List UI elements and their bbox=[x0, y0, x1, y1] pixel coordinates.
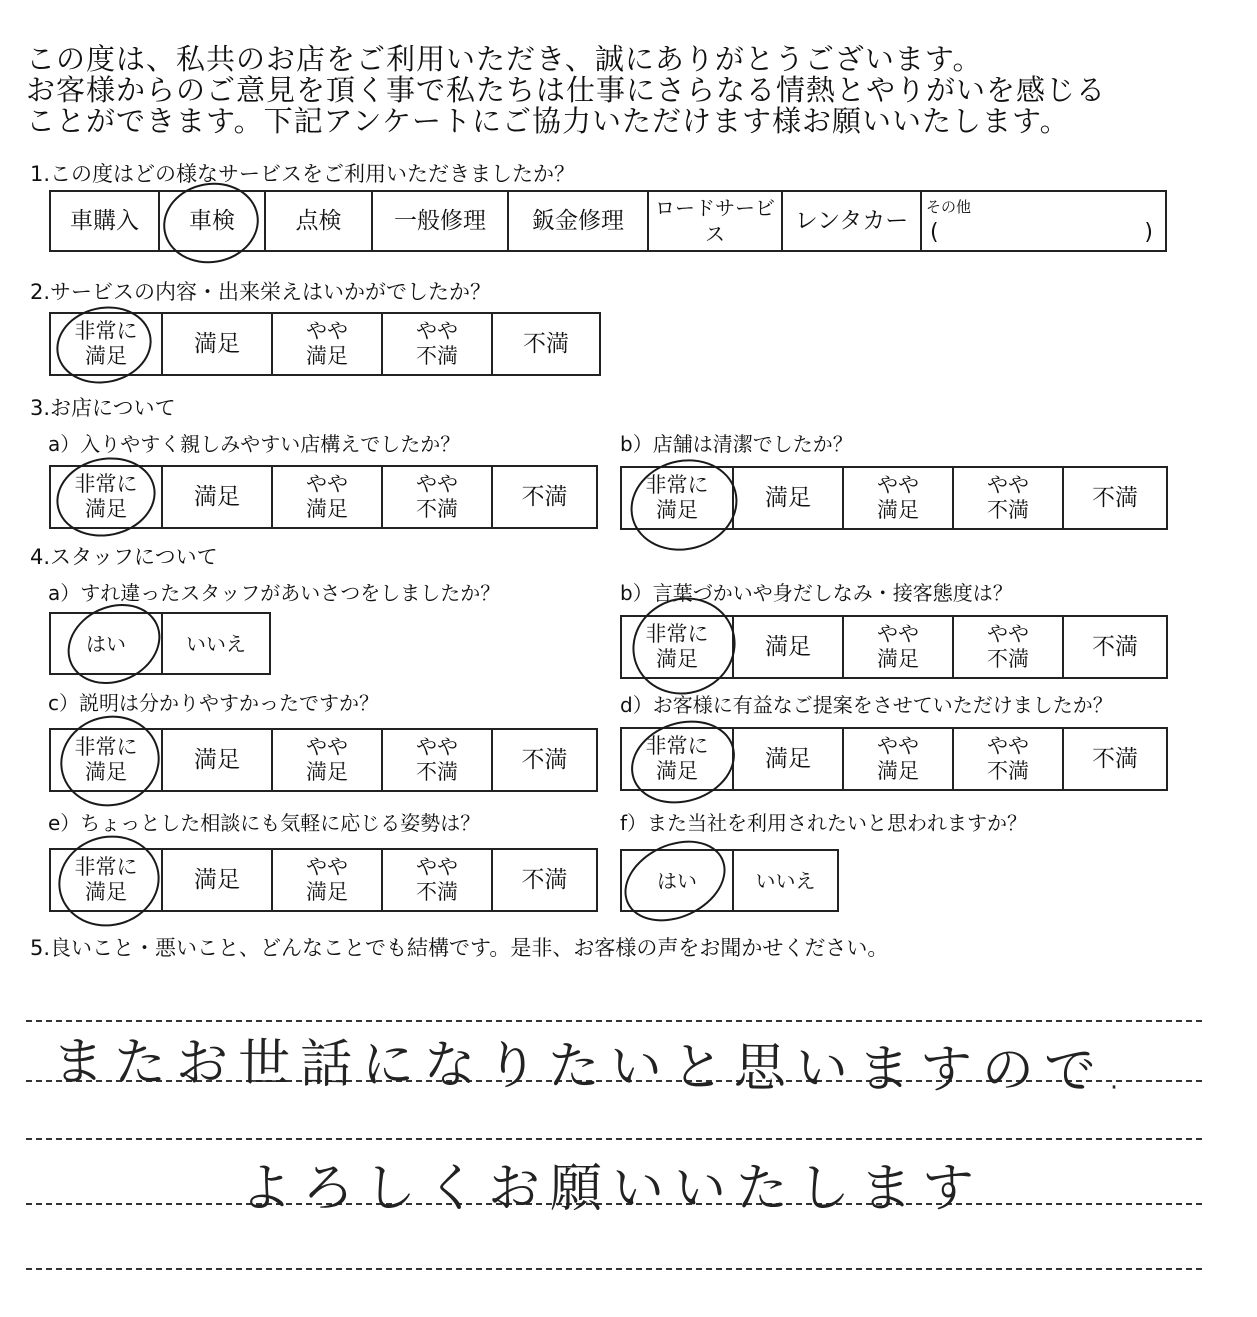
q1-other-open: ( bbox=[930, 220, 939, 245]
q1-title: 1.この度はどの様なサービスをご利用いただきましたか？ bbox=[30, 162, 576, 186]
q4e-very-satisfied[interactable]: 非常に 満足 bbox=[74, 855, 138, 904]
q4f-label: f）また当社を利用されたいと思われますか？ bbox=[620, 811, 1028, 835]
q4f-no[interactable]: いいえ bbox=[732, 851, 837, 910]
q4b-label: b）言葉づかいや身だしなみ・接客態度は？ bbox=[620, 581, 1013, 605]
q3a-very-satisfied[interactable]: 非常に 満足 bbox=[74, 472, 138, 521]
q4b-dissatisfied[interactable]: 不満 bbox=[1062, 617, 1166, 677]
answer-line-5 bbox=[26, 1268, 1202, 1270]
intro-line-2: お客様からのご意見を頂く事で私たちは仕事にさらなる情熱とやりがいを感じる bbox=[26, 73, 1107, 107]
q4b-satisfied[interactable]: 満足 bbox=[732, 617, 842, 677]
q1-option-rental-car[interactable]: レンタカー bbox=[781, 192, 920, 250]
q2-very-satisfied[interactable]: 非常に 満足 bbox=[74, 319, 138, 368]
q4e-slightly-satisfied[interactable]: やや 満足 bbox=[271, 850, 381, 910]
q4d-very-satisfied[interactable]: 非常に 満足 bbox=[645, 734, 709, 783]
handwritten-answer-line-1: またお世話になりたいと思いますので. bbox=[51, 1032, 1133, 1102]
q4c-very-satisfied[interactable]: 非常に 満足 bbox=[74, 735, 138, 784]
q4c-slightly-satisfied[interactable]: やや 満足 bbox=[271, 730, 381, 790]
q4d-slightly-dissatisfied[interactable]: やや 不満 bbox=[952, 729, 1062, 789]
q4c-satisfied[interactable]: 満足 bbox=[161, 730, 271, 790]
q2-satisfied[interactable]: 満足 bbox=[161, 314, 271, 374]
q1-option-general-repair[interactable]: 一般修理 bbox=[371, 192, 507, 250]
q3-title: 3.お店について bbox=[30, 396, 176, 420]
q4d-satisfied[interactable]: 満足 bbox=[732, 729, 842, 789]
q1-options bbox=[49, 190, 1167, 252]
q3a-satisfied[interactable]: 満足 bbox=[161, 467, 271, 527]
q1-option-road-service[interactable]: ロードサービス bbox=[647, 192, 781, 250]
q4d-label: d）お客様に有益なご提案をさせていただけましたか？ bbox=[620, 693, 1113, 717]
q2-dissatisfied[interactable]: 不満 bbox=[491, 314, 599, 374]
q4a-no[interactable]: いいえ bbox=[161, 614, 269, 673]
q5-title: 5.良いこと・悪いこと、どんなことでも結構です。是非、お客様の声をお聞かせください。 bbox=[30, 936, 889, 960]
q4-title: 4.スタッフについて bbox=[30, 545, 218, 569]
q3a-slightly-satisfied[interactable]: やや 満足 bbox=[271, 467, 381, 527]
q4a-yesno bbox=[49, 612, 271, 675]
q4d-slightly-satisfied[interactable]: やや 満足 bbox=[842, 729, 952, 789]
q3b-slightly-satisfied[interactable]: やや 満足 bbox=[842, 468, 952, 528]
q3b-dissatisfied[interactable]: 不満 bbox=[1062, 468, 1166, 528]
q4c-dissatisfied[interactable]: 不満 bbox=[491, 730, 596, 790]
q4b-slightly-satisfied[interactable]: やや 満足 bbox=[842, 617, 952, 677]
q1-option-sheet-metal[interactable]: 鈑金修理 bbox=[507, 192, 647, 250]
answer-line-3 bbox=[26, 1138, 1202, 1140]
q4b-slightly-dissatisfied[interactable]: やや 不満 bbox=[952, 617, 1062, 677]
q3b-very-satisfied[interactable]: 非常に 満足 bbox=[645, 473, 709, 522]
q4a-label: a）すれ違ったスタッフがあいさつをしましたか？ bbox=[48, 581, 501, 605]
q4d-dissatisfied[interactable]: 不満 bbox=[1062, 729, 1166, 789]
q3b-label: b）店舗は清潔でしたか？ bbox=[620, 432, 853, 456]
q3a-dissatisfied[interactable]: 不満 bbox=[491, 467, 596, 527]
q1-option-other[interactable] bbox=[920, 192, 1165, 250]
q3b-rating bbox=[620, 466, 1168, 530]
handwritten-answer-line-2: よろしくお願いいたします bbox=[240, 1159, 985, 1219]
q1-option-check[interactable]: 点検 bbox=[264, 192, 371, 250]
q4e-slightly-dissatisfied[interactable]: やや 不満 bbox=[381, 850, 491, 910]
q2-rating bbox=[49, 312, 601, 376]
intro-line-3: ことができます。下記アンケートにご協力いただけます様お願いいたします。 bbox=[26, 104, 1070, 138]
intro-line-1: この度は、私共のお店をご利用いただき、誠にありがとうございます。 bbox=[26, 42, 983, 76]
q4d-rating bbox=[620, 727, 1168, 791]
q2-slightly-satisfied[interactable]: やや 満足 bbox=[271, 314, 381, 374]
q3a-label: a）入りやすく親しみやすい店構えでしたか？ bbox=[48, 432, 461, 456]
q4c-slightly-dissatisfied[interactable]: やや 不満 bbox=[381, 730, 491, 790]
q1-option-inspection[interactable]: 車検 bbox=[158, 192, 264, 250]
q1-option-car-purchase[interactable]: 車購入 bbox=[70, 208, 139, 234]
q2-slightly-dissatisfied[interactable]: やや 不満 bbox=[381, 314, 491, 374]
q3a-rating bbox=[49, 465, 598, 529]
q4e-dissatisfied[interactable]: 不満 bbox=[491, 850, 596, 910]
q4a-yes[interactable]: はい bbox=[86, 631, 126, 656]
q3b-slightly-dissatisfied[interactable]: やや 不満 bbox=[952, 468, 1062, 528]
q3a-slightly-dissatisfied[interactable]: やや 不満 bbox=[381, 467, 491, 527]
q4c-label: c）説明は分かりやすかったですか？ bbox=[48, 691, 379, 715]
q1-other-close: ) bbox=[1144, 220, 1153, 245]
q1-other-label: その他 bbox=[926, 198, 972, 216]
q4f-yesno bbox=[620, 849, 839, 912]
q4e-satisfied[interactable]: 満足 bbox=[161, 850, 271, 910]
q4b-very-satisfied[interactable]: 非常に 満足 bbox=[645, 622, 709, 671]
q4e-rating bbox=[49, 848, 598, 912]
q4f-yes[interactable]: はい bbox=[657, 868, 697, 893]
intro-text bbox=[26, 44, 1226, 137]
q4c-rating bbox=[49, 728, 598, 792]
q4b-rating bbox=[620, 615, 1168, 679]
q4e-label: e）ちょっとした相談にも気軽に応じる姿勢は？ bbox=[48, 811, 481, 835]
q2-title: 2.サービスの内容・出来栄えはいかがでしたか？ bbox=[30, 280, 492, 304]
q3b-satisfied[interactable]: 満足 bbox=[732, 468, 842, 528]
